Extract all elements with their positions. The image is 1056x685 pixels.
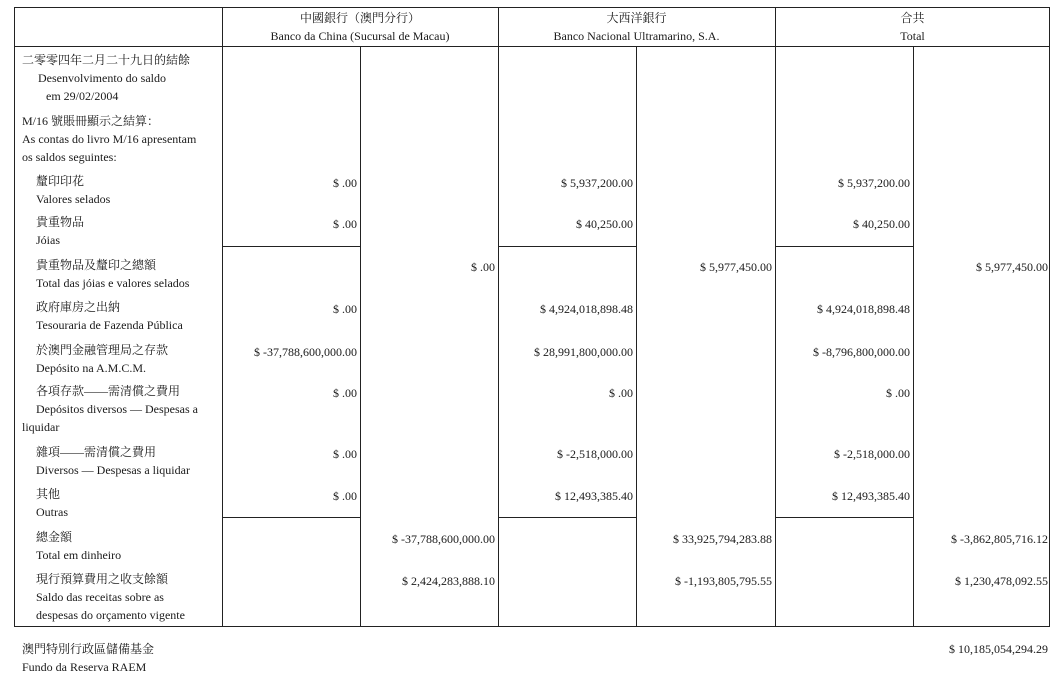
header-total-pt: Total bbox=[900, 29, 925, 43]
row-label-zh: 其他 bbox=[36, 487, 61, 501]
intro-balance-title-pt: Desenvolvimento do saldo bbox=[38, 71, 166, 85]
row-label-zh: 雜項——需清償之費用 bbox=[36, 445, 157, 459]
subtotal-total: $ -3,862,805,716.12 bbox=[951, 532, 1048, 546]
row-label-zh: 總金額 bbox=[36, 530, 73, 544]
header-bank-of-china-zh: 中國銀行（澳門分行） bbox=[299, 11, 420, 25]
value-bnu: $ 40,250.00 bbox=[576, 217, 633, 231]
row-label-zh: 於澳門金融管理局之存款 bbox=[36, 343, 169, 357]
row-label-pt: Outras bbox=[36, 505, 68, 519]
subtotal-rule-joias bbox=[222, 246, 360, 247]
row-label-pt: despesas do orçamento vigente bbox=[36, 608, 185, 622]
intro-balance-date-pt: em 29/02/2004 bbox=[46, 89, 119, 103]
subtotal-boc: $ 2,424,283,888.10 bbox=[402, 574, 495, 588]
row-label-pt: Valores selados bbox=[36, 192, 111, 206]
row-label-pt: Depósitos diversos — Despesas a bbox=[36, 402, 198, 416]
value-total: $ .00 bbox=[886, 386, 910, 400]
value-total: $ 5,937,200.00 bbox=[838, 176, 910, 190]
subtotal-bnu: $ 5,977,450.00 bbox=[700, 260, 772, 274]
subtotal-rule-dinheiro bbox=[222, 517, 360, 518]
subtotal-total: $ 5,977,450.00 bbox=[976, 260, 1048, 274]
value-bnu: $ 5,937,200.00 bbox=[561, 176, 633, 190]
row-label-pt: Total das jóias e valores selados bbox=[36, 276, 190, 290]
header-bank-of-china-pt: Banco da China (Sucursal de Macau) bbox=[270, 29, 450, 43]
value-bnu: $ .00 bbox=[609, 386, 633, 400]
subtotal-boc: $ .00 bbox=[471, 260, 495, 274]
subtotal-rule-dinheiro bbox=[775, 517, 913, 518]
header-rule bbox=[14, 46, 1050, 47]
value-boc: $ .00 bbox=[333, 447, 357, 461]
subtotal-rule-dinheiro bbox=[498, 517, 636, 518]
row-label-pt: liquidar bbox=[22, 420, 60, 434]
value-boc: $ .00 bbox=[333, 176, 357, 190]
subtotal-total: $ 1,230,478,092.55 bbox=[955, 574, 1048, 588]
row-label-pt: Total em dinheiro bbox=[36, 548, 122, 562]
subtotal-rule-joias bbox=[498, 246, 636, 247]
intro-ledger-pt-2: os saldos seguintes: bbox=[22, 150, 117, 164]
footer-value: $ 10,185,054,294.29 bbox=[949, 642, 1048, 656]
footer-label-pt: Fundo da Reserva RAEM bbox=[22, 660, 147, 674]
row-label-zh: 各項存款——需清償之費用 bbox=[36, 384, 181, 398]
value-boc: $ .00 bbox=[333, 217, 357, 231]
row-label-zh: 釐印印花 bbox=[36, 174, 85, 188]
value-total: $ -2,518,000.00 bbox=[834, 447, 910, 461]
value-total: $ 40,250.00 bbox=[853, 217, 910, 231]
header-bnu-zh: 大西洋銀行 bbox=[606, 11, 667, 25]
row-label-zh: 現行預算費用之收支餘額 bbox=[36, 572, 169, 586]
subtotal-bnu: $ -1,193,805,795.55 bbox=[675, 574, 772, 588]
value-boc: $ -37,788,600,000.00 bbox=[254, 345, 357, 359]
footer-label-zh: 澳門特別行政區儲備基金 bbox=[22, 642, 155, 656]
subtotal-bnu: $ 33,925,794,283.88 bbox=[673, 532, 772, 546]
subtotal-rule-joias bbox=[775, 246, 913, 247]
intro-ledger-pt-1: As contas do livro M/16 apresentam bbox=[22, 132, 197, 146]
value-bnu: $ 28,991,800,000.00 bbox=[534, 345, 633, 359]
row-label-pt: Saldo das receitas sobre as bbox=[36, 590, 164, 604]
value-total: $ -8,796,800,000.00 bbox=[813, 345, 910, 359]
value-bnu: $ 12,493,385.40 bbox=[555, 489, 633, 503]
intro-balance-date-zh: 二零零四年二月二十九日的結餘 bbox=[22, 53, 191, 67]
value-boc: $ .00 bbox=[333, 386, 357, 400]
value-boc: $ .00 bbox=[333, 302, 357, 316]
row-label-pt: Jóias bbox=[36, 233, 60, 247]
row-label-zh: 貴重物品及釐印之總額 bbox=[36, 258, 157, 272]
value-total: $ 4,924,018,898.48 bbox=[817, 302, 910, 316]
header-total-zh: 合共 bbox=[900, 11, 925, 25]
row-label-zh: 貴重物品 bbox=[36, 215, 85, 229]
row-label-pt: Diversos — Despesas a liquidar bbox=[36, 463, 190, 477]
row-label-pt: Depósito na A.M.C.M. bbox=[36, 361, 147, 375]
row-label-zh: 政府庫房之出納 bbox=[36, 300, 121, 314]
subtotal-boc: $ -37,788,600,000.00 bbox=[392, 532, 495, 546]
value-bnu: $ -2,518,000.00 bbox=[557, 447, 633, 461]
row-label-pt: Tesouraria de Fazenda Pública bbox=[36, 318, 183, 332]
intro-ledger-zh: M/16 號賬冊顯示之結算： bbox=[22, 114, 160, 128]
value-total: $ 12,493,385.40 bbox=[832, 489, 910, 503]
value-boc: $ .00 bbox=[333, 489, 357, 503]
header-bnu-pt: Banco Nacional Ultramarino, S.A. bbox=[553, 29, 720, 43]
value-bnu: $ 4,924,018,898.48 bbox=[540, 302, 633, 316]
